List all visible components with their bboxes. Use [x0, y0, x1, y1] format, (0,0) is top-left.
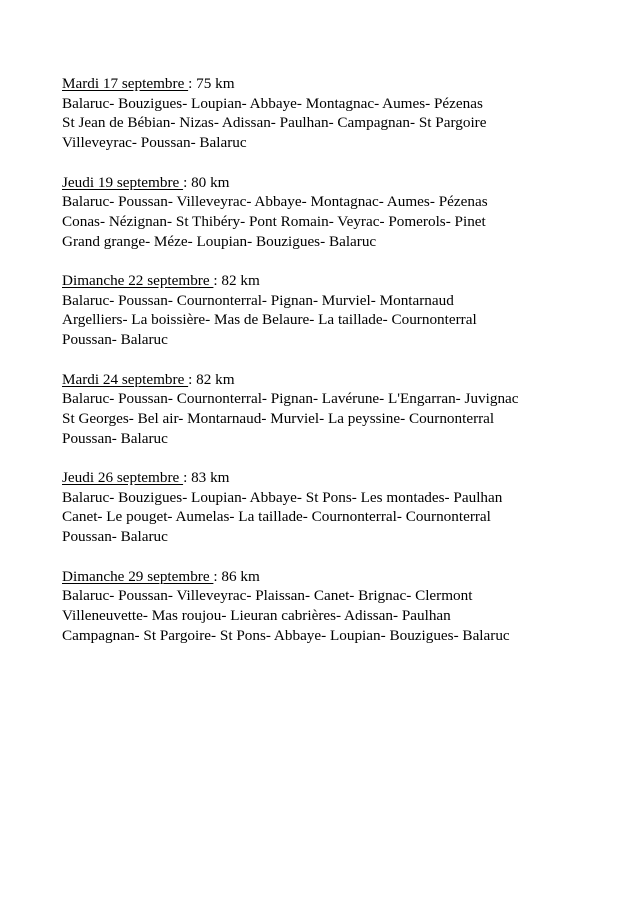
ride-date: Jeudi 19 septembre	[62, 173, 184, 191]
route-line: Balaruc- Bouzigues- Loupian- Abbaye- St Pons- Les montades- Paulhan	[62, 488, 503, 506]
ride-heading	[62, 74, 573, 94]
route-line: Balaruc- Poussan- Cournonterral- Pignan- Lavérune- L'Engarran- Juvignac	[62, 390, 519, 408]
route-line: Balaruc- Bouzigues- Loupian- Abbaye- Montagnac- Aumes- Pézenas	[62, 94, 483, 112]
ride-distance: : 80 km	[183, 173, 230, 191]
route-line: Balaruc- Poussan- Cournonterral- Pignan- Murviel- Montarnaud	[62, 291, 454, 309]
route-line: Grand grange- Méze- Loupian- Bouzigues- Balaruc	[62, 232, 377, 250]
ride-block	[62, 74, 573, 153]
ride-heading	[62, 370, 573, 390]
ride-date: Dimanche 22 septembre	[62, 272, 214, 289]
route-line: Balaruc- Poussan- Villeveyrac- Abbaye- Montagnac- Aumes- Pézenas	[62, 193, 488, 211]
ride-block	[62, 468, 573, 547]
route-line: Argelliers- La boissière- Mas de Belaure- La taillade- Cournonterral	[62, 311, 477, 329]
ride-distance: : 75 km	[188, 75, 235, 92]
route-line: St Georges- Bel air- Montarnaud- Murviel- La peyssine- Cournonterral	[62, 409, 495, 427]
ride-block	[62, 173, 573, 252]
route-line: Canet- Le pouget- Aumelas- La taillade- Cournonterral- Cournonterral	[62, 508, 491, 526]
ride-distance: : 86 km	[213, 567, 260, 585]
ride-date: Jeudi 26 septembre	[62, 469, 184, 486]
ride-distance: : 82 km	[213, 272, 260, 289]
ride-heading	[62, 271, 573, 291]
route-line: Conas- Nézignan- St Thibéry- Pont Romain- Veyrac- Pomerols- Pinet	[62, 212, 486, 230]
route-line: Villeveyrac- Poussan- Balaruc	[62, 134, 247, 152]
route-line: Villeneuvette- Mas roujou- Lieuran cabrières- Adissan- Paulhan	[62, 606, 451, 624]
route-line: Poussan- Balaruc	[62, 429, 168, 447]
route-line: Campagnan- St Pargoire- St Pons- Abbaye- Loupian- Bouzigues- Balaruc	[62, 626, 510, 644]
document-body	[62, 74, 573, 645]
ride-heading	[62, 567, 573, 587]
ride-date: Mardi 24 septembre	[62, 370, 189, 388]
route-line: Poussan- Balaruc	[62, 528, 168, 546]
ride-block	[62, 370, 573, 449]
ride-distance: : 83 km	[183, 469, 230, 486]
ride-block	[62, 271, 573, 350]
ride-heading	[62, 173, 573, 193]
route-line: Balaruc- Poussan- Villeveyrac- Plaissan- Canet- Brignac- Clermont	[62, 587, 473, 605]
ride-date: Dimanche 29 septembre	[62, 567, 214, 585]
route-line: St Jean de Bébian- Nizas- Adissan- Paulhan- Campagnan- St Pargoire	[62, 114, 487, 132]
ride-heading	[62, 468, 573, 488]
ride-date: Mardi 17 septembre	[62, 75, 189, 92]
ride-distance: : 82 km	[188, 370, 235, 388]
route-line: Poussan- Balaruc	[62, 331, 168, 349]
ride-block	[62, 567, 573, 646]
